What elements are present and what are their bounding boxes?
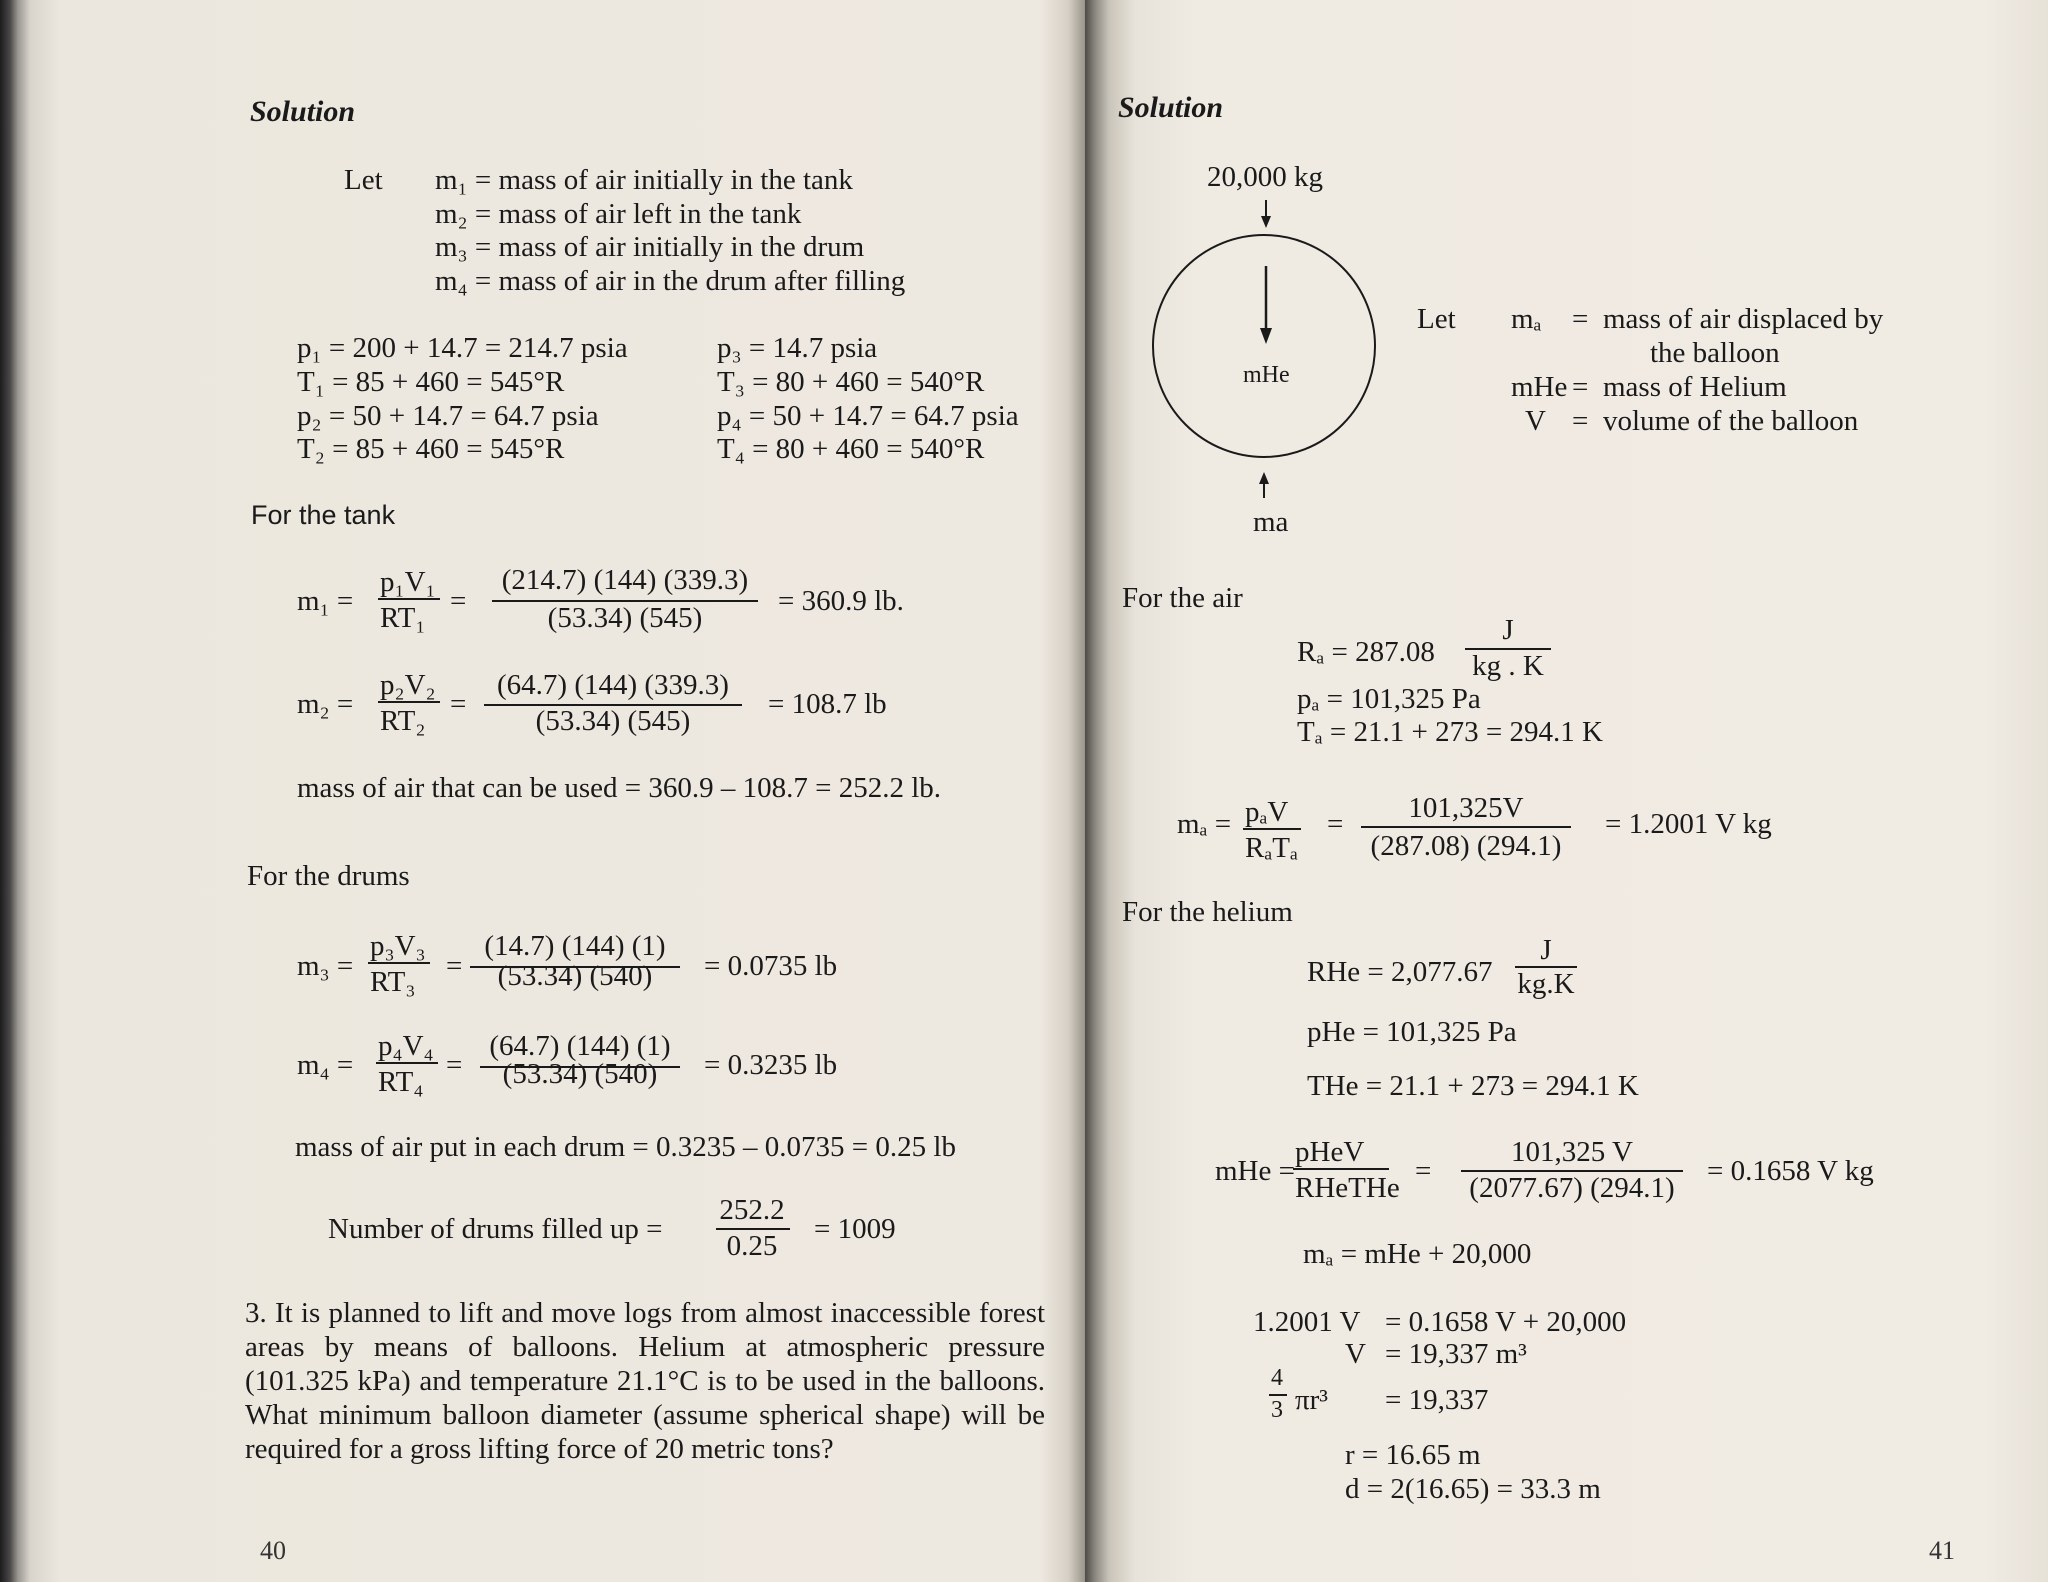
buoyancy-arrow-icon (1259, 472, 1269, 498)
mhe-lhs: mHe = (1215, 1155, 1295, 1187)
ma-symbolic-bar (1243, 828, 1301, 830)
m3-lhs: m₃ = (297, 950, 354, 982)
condition-p2: p₂ = 50 + 14.7 = 64.7 psia (297, 400, 599, 432)
solve-step-2-rhs: = 19,337 m³ (1385, 1338, 1527, 1370)
m4-numerator: (64.7) (144) (1) (489, 1030, 671, 1062)
solve-step-4: r = 16.65 m (1345, 1439, 1481, 1471)
m1-symbolic-numerator: p₁V₁ (380, 566, 436, 598)
definition-mhe-equals: = (1572, 371, 1589, 403)
air-r-denominator: kg . K (1472, 650, 1544, 682)
solve-step-5: d = 2(16.65) = 33.3 m (1345, 1473, 1601, 1505)
m3-symbolic-denominator: RT₃ (370, 966, 416, 998)
balloon-diagram (1085, 0, 1405, 560)
air-r-numerator: J (1502, 614, 1514, 646)
drums-heading: For the drums (247, 860, 410, 892)
four-thirds-numerator: 4 (1271, 1365, 1283, 1391)
m1-result: = 360.9 lb. (778, 585, 904, 617)
helium-pressure: pHe = 101,325 Pa (1307, 1016, 1517, 1048)
m3-numerator: (14.7) (144) (1) (484, 930, 666, 962)
definition-v-text: volume of the balloon (1603, 405, 1859, 437)
m2-equals: = (450, 688, 467, 720)
load-label: 20,000 kg (1207, 161, 1323, 193)
m3-result: = 0.0735 lb (704, 950, 838, 982)
ma-symbolic-numerator: pₐV (1245, 796, 1289, 828)
mhe-result: = 0.1658 V kg (1707, 1155, 1874, 1187)
m4-lhs: m₄ = (297, 1049, 354, 1081)
solve-step-3-lhs: πr³ (1295, 1384, 1328, 1416)
m1-equals: = (450, 585, 467, 617)
m3-equals: = (446, 950, 463, 982)
drums-filled-result: = 1009 (814, 1213, 896, 1245)
definition-v-symbol: V (1525, 405, 1546, 437)
condition-t3: T₃ = 80 + 460 = 540°R (717, 366, 985, 398)
m2-symbolic-denominator: RT₂ (380, 705, 426, 737)
ma-equals: = (1327, 808, 1344, 840)
m2-denominator: (53.34) (545) (535, 705, 691, 737)
definition-m4: m₄ = mass of air in the drum after filling (435, 265, 906, 297)
definition-ma-text-cont: the balloon (1650, 337, 1780, 369)
mhe-symbolic-bar (1293, 1168, 1389, 1170)
helium-temperature: THe = 21.1 + 273 = 294.1 K (1307, 1070, 1639, 1102)
definition-v-equals: = (1572, 405, 1589, 437)
solve-step-3-rhs: = 19,337 (1385, 1384, 1489, 1416)
four-thirds-bar (1269, 1394, 1287, 1396)
condition-p4: p₄ = 50 + 14.7 = 64.7 psia (717, 400, 1019, 432)
helium-r-denominator: kg.K (1517, 968, 1575, 1000)
let-label: Let (344, 164, 383, 196)
definition-m2: m₂ = mass of air left in the tank (435, 198, 802, 230)
air-pressure: pₐ = 101,325 Pa (1297, 683, 1481, 715)
solve-step-2-lhs: V (1345, 1338, 1366, 1370)
ma-lhs: mₐ = (1177, 808, 1232, 840)
mhe-equals: = (1415, 1155, 1432, 1187)
tank-heading: For the tank (251, 500, 396, 530)
condition-p3: p₃ = 14.7 psia (717, 332, 878, 364)
problem-3-text: 3. It is planned to lift and move logs from almost inaccessible forest areas by means of balloons. Helium at atmospheric pressure (101.325 kPa) and temperature 21.1°C is to be used in the balloons. What minimum balloon diameter (assume spherical shape) will be required for a gross lifting force of 20 metric tons? (245, 1297, 1045, 1465)
drums-filled-numerator: 252.2 (719, 1194, 785, 1226)
m1-numerator: (214.7) (144) (339.3) (501, 564, 749, 596)
m1-denominator: (53.34) (545) (547, 602, 703, 634)
m4-symbolic-bar (376, 1062, 438, 1064)
m1-lhs: m₁ = (297, 585, 354, 617)
balloon-circle (1153, 235, 1375, 457)
m4-symbolic-denominator: RT₄ (378, 1066, 424, 1098)
m2-result: = 108.7 lb (768, 688, 887, 720)
solution-heading: Solution (250, 95, 356, 128)
mhe-denominator: (2077.67) (294.1) (1469, 1172, 1675, 1204)
m1-symbolic-denominator: RT₁ (380, 602, 426, 634)
condition-t1: T₁ = 85 + 460 = 545°R (297, 366, 565, 398)
m3-denominator: (53.34) (540) (497, 960, 653, 992)
solution-heading-right: Solution (1118, 91, 1224, 124)
helium-r-numerator: J (1540, 934, 1552, 966)
mhe-symbolic-denominator: RHeTHe (1295, 1172, 1400, 1204)
tank-result: mass of air that can be used = 360.9 – 108.7 = 252.2 lb. (297, 772, 942, 804)
definition-mhe-text: mass of Helium (1603, 371, 1787, 403)
condition-p1: p₁ = 200 + 14.7 = 214.7 psia (297, 332, 628, 364)
helium-heading: For the helium (1122, 896, 1293, 928)
m4-denominator: (53.34) (540) (502, 1058, 658, 1090)
m1-symbolic-bar (378, 598, 440, 600)
helium-r-lhs: RHe = 2,077.67 (1307, 956, 1493, 988)
page-number-left: 40 (260, 1536, 286, 1565)
right-page (1085, 0, 2048, 1582)
definition-ma-symbol: mₐ (1511, 303, 1542, 335)
definition-mhe-symbol: mHe (1511, 371, 1568, 403)
condition-t4: T₄ = 80 + 460 = 540°R (717, 433, 985, 465)
definition-ma-equals: = (1572, 303, 1589, 335)
m2-symbolic-numerator: p₂V₂ (380, 669, 436, 701)
air-temperature: Tₐ = 21.1 + 273 = 294.1 K (1297, 716, 1603, 748)
condition-t2: T₂ = 85 + 460 = 545°R (297, 433, 565, 465)
mhe-numerator: 101,325 V (1511, 1136, 1633, 1168)
ma-fraction-bar (1361, 826, 1571, 828)
m3-symbolic-bar (368, 962, 430, 964)
drum-result: mass of air put in each drum = 0.3235 – 0.0735 = 0.25 lb (295, 1131, 956, 1163)
definition-ma-text: mass of air displaced by (1603, 303, 1884, 335)
ma-numerator: 101,325V (1408, 792, 1524, 824)
solve-step-1-rhs: = 0.1658 V + 20,000 (1385, 1306, 1627, 1338)
page-number-right: 41 (1929, 1536, 1955, 1565)
m2-symbolic-bar (378, 701, 440, 703)
mass-balance: mₐ = mHe + 20,000 (1303, 1238, 1532, 1270)
drums-filled-label: Number of drums filled up = (328, 1213, 663, 1245)
m2-lhs: m₂ = (297, 688, 354, 720)
mhe-symbolic-numerator: pHeV (1295, 1136, 1365, 1168)
let-label-right: Let (1417, 303, 1456, 335)
air-mass-label: ma (1253, 506, 1289, 538)
definition-m1: m₁ = mass of air initially in the tank (435, 164, 853, 196)
m4-result: = 0.3235 lb (704, 1049, 838, 1081)
helium-mass-label: mHe (1243, 362, 1290, 388)
m2-numerator: (64.7) (144) (339.3) (497, 669, 729, 701)
air-heading: For the air (1122, 582, 1243, 614)
load-arrow-icon (1261, 200, 1271, 228)
four-thirds-denominator: 3 (1271, 1397, 1283, 1423)
ma-symbolic-denominator: RₐTₐ (1245, 832, 1298, 864)
air-r-lhs: Rₐ = 287.08 (1297, 636, 1435, 668)
m3-symbolic-numerator: p₃V₃ (370, 930, 426, 962)
m4-symbolic-numerator: p₄V₄ (378, 1030, 434, 1062)
drums-filled-denominator: 0.25 (726, 1230, 778, 1262)
weight-arrow-icon (1260, 266, 1272, 344)
ma-denominator: (287.08) (294.1) (1370, 830, 1562, 862)
m4-equals: = (446, 1049, 463, 1081)
ma-result: = 1.2001 V kg (1605, 808, 1772, 840)
definition-m3: m₃ = mass of air initially in the drum (435, 231, 865, 263)
solve-step-1-lhs: 1.2001 V (1253, 1306, 1361, 1338)
